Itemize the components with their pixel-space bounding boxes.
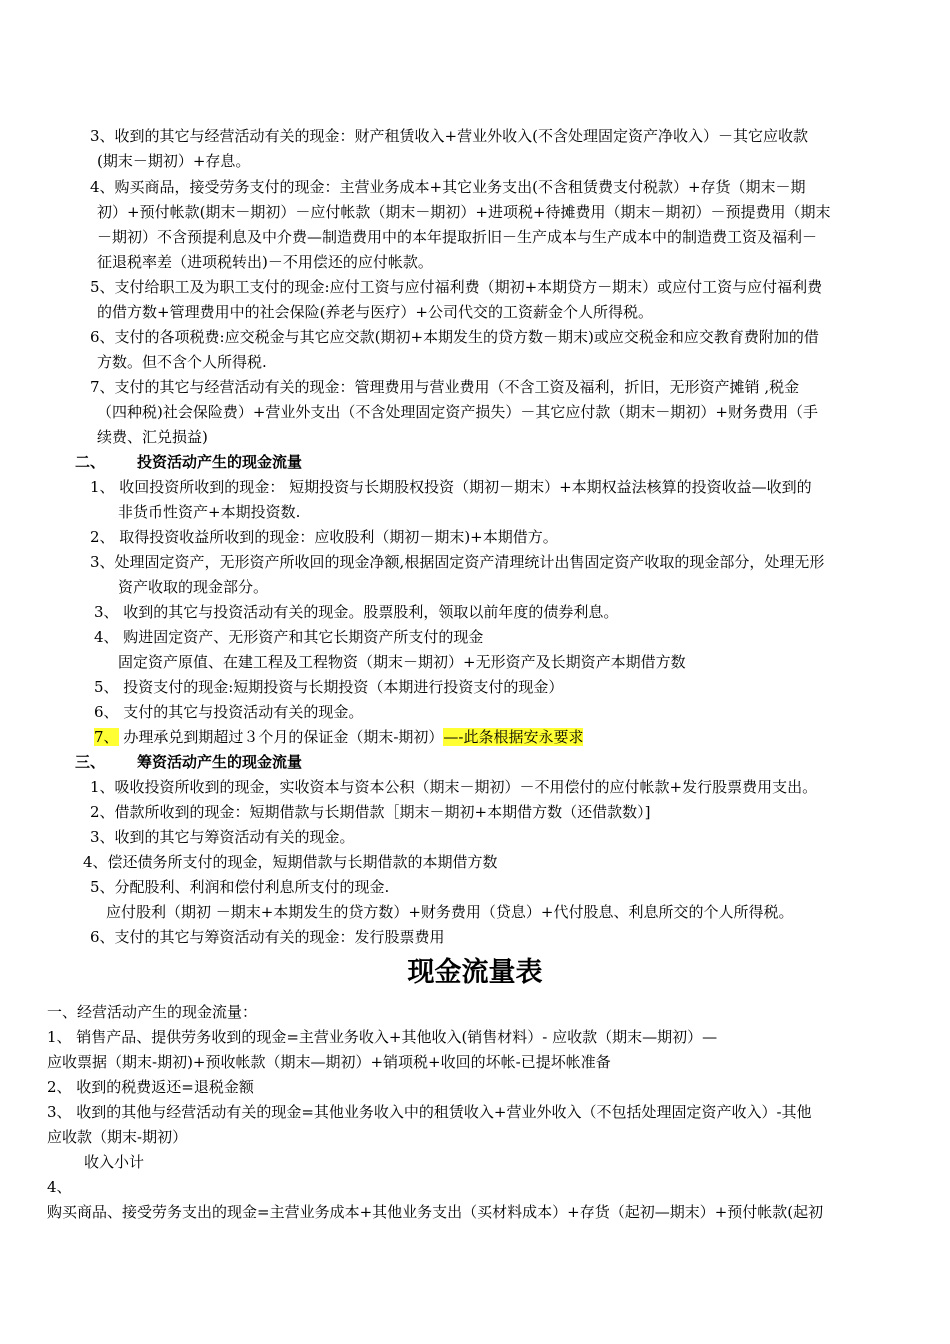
financing-item-1: 1、吸收投资所收到的现金，实收资本与资本公积（期末－期初）－不用偿付的应付帐款+发行股票费用支出。	[90, 778, 818, 796]
investing-item-4-line1: 4、 购进固定资产、无形资产和其它长期资产所支付的现金	[94, 628, 484, 646]
investing-item-1-line2: 非货币性资产+本期投资数.	[118, 503, 301, 521]
section-2-number: 二、	[75, 453, 106, 471]
financing-item-5-line1: 5、分配股利、利润和偿付利息所支付的现金.	[90, 878, 390, 896]
financing-item-3: 3、收到的其它与筹资活动有关的现金。	[90, 828, 355, 846]
operating-item-3-line1: 3、收到的其它与经营活动有关的现金：财产租赁收入+营业外收入(不含处理固定资产净收入）－其它应收款	[90, 127, 808, 145]
lower-heading-1: 一、经营活动产生的现金流量：	[47, 1003, 258, 1021]
page-title: 现金流量表	[407, 957, 543, 988]
lower-item-3-line2: 应收款（期末-期初）	[47, 1128, 188, 1146]
investing-item-5: 5、 投资支付的现金:短期投资与长期投资（本期进行投资支付的现金）	[94, 678, 564, 696]
investing-item-6: 6、 支付的其它与投资活动有关的现金。	[94, 703, 364, 721]
lower-item-1-line1: 1、 销售产品、提供劳务收到的现金=主营业务收入+其他收入(销售材料）- 应收款（期末—期初）—	[47, 1028, 718, 1046]
investing-item-3-line1: 3、处理固定资产，无形资产所收回的现金净额,根据固定资产清理统计出售固定资产收取的现金部分，处理无形	[90, 553, 825, 571]
operating-item-5-line1: 5、支付给职工及为职工支付的现金:应付工资与应付福利费（期初+本期贷方－期末）或应付工资与应付福利费	[90, 278, 823, 296]
investing-item-3-line2: 资产收取的现金部分。	[118, 578, 269, 596]
operating-item-5-line2: 的借方数+管理费用中的社会保险(养老与医疗）+公司代交的工资薪金个人所得税。	[97, 303, 653, 321]
financing-item-4: 4、偿还债务所支付的现金，短期借款与长期借款的本期借方数	[83, 853, 498, 871]
investing-item-7-text: 办理承兑到期超过３个月的保证金（期末-期初）	[118, 728, 444, 746]
investing-item-7	[94, 726, 583, 748]
investing-item-3b: 3、 收到的其它与投资活动有关的现金。股票股利，领取以前年度的债券利息。	[94, 603, 619, 621]
section-2-title: 投资活动产生的现金流量	[137, 453, 303, 471]
lower-item-4-number: 4、	[47, 1178, 72, 1196]
lower-item-3-line1: 3、 收到的其他与经营活动有关的现金=其他业务收入中的租赁收入+营业外收入（不包括处理固定资产收入）-其他	[47, 1103, 812, 1121]
lower-item-4-line1: 购买商品、接受劳务支出的现金=主营业务成本+其他业务支出（买材料成本）+存货（起初—期末）+预付帐款(起初	[47, 1203, 824, 1221]
investing-item-4-line2: 固定资产原值、在建工程及工程物资（期末－期初）+无形资产及长期资产本期借方数	[118, 653, 686, 671]
operating-item-7-line2: （四种税)社会保险费）+营业外支出（不含处理固定资产损失）－其它应付款（期末－期初）+财务费用（手	[97, 403, 818, 421]
operating-item-4-line1: 4、购买商品，接受劳务支付的现金：主营业务成本+其它业务支出(不含租赁费支付税款）+存货（期末－期	[90, 178, 806, 196]
operating-item-4-line4: 征退税率差（进项税转出)－不用偿还的应付帐款。	[97, 253, 433, 271]
operating-item-3-line2: (期末－期初）+存息。	[97, 152, 251, 170]
income-subtotal-label: 收入小计	[84, 1153, 145, 1171]
section-3-number: 三、	[75, 753, 106, 771]
lower-item-2: 2、 收到的税费返还=退税金额	[47, 1078, 254, 1096]
operating-item-4-line3: －期初）不含预提利息及中介费—制造费用中的本年提取折旧－生产成本与生产成本中的制造费工资及福利－	[97, 228, 818, 246]
operating-item-6-line1: 6、支付的各项税费:应交税金与其它应交款(期初+本期发生的贷方数－期末)或应交税金和应交教育费附加的借	[90, 328, 819, 346]
investing-item-7-number: 7、	[94, 728, 119, 746]
investing-item-2: 2、 取得投资收益所收到的现金：应收股利（期初－期末)+本期借方。	[90, 528, 558, 546]
operating-item-6-line2: 方数。但不含个人所得税.	[97, 353, 267, 371]
investing-item-1-line1: 1、 收回投资所收到的现金： 短期投资与长期股权投资（期初－期末）+本期权益法核算的投资收益—收到的	[90, 478, 812, 496]
operating-item-7-line1: 7、支付的其它与经营活动有关的现金：管理费用与营业费用（不含工资及福利，折旧，无形资产摊销 ,税金	[90, 378, 800, 396]
section-3-title: 筹资活动产生的现金流量	[137, 753, 303, 771]
operating-item-7-line3: 续费、汇兑损益)	[97, 428, 208, 446]
operating-item-4-line2: 初）+预付帐款(期末－期初）－应付帐款（期末－期初）+进项税+待摊费用（期末－期初）－预提费用（期末	[97, 203, 831, 221]
financing-item-2: 2、借款所收到的现金：短期借款与长期借款［期末－期初+本期借方数（还借款数）]	[90, 803, 651, 821]
financing-item-5-line2: 应付股利（期初 －期末+本期发生的贷方数）+财务费用（贷息）+代付股息、利息所交的个人所得税。	[106, 903, 794, 921]
financing-item-6: 6、支付的其它与筹资活动有关的现金：发行股票费用	[90, 928, 445, 946]
investing-item-7-note: —-此条根据安永要求	[443, 728, 584, 746]
lower-item-1-line2: 应收票据（期末-期初)+预收帐款（期末—期初）+销项税+收回的坏帐-已提坏帐准备	[47, 1053, 611, 1071]
